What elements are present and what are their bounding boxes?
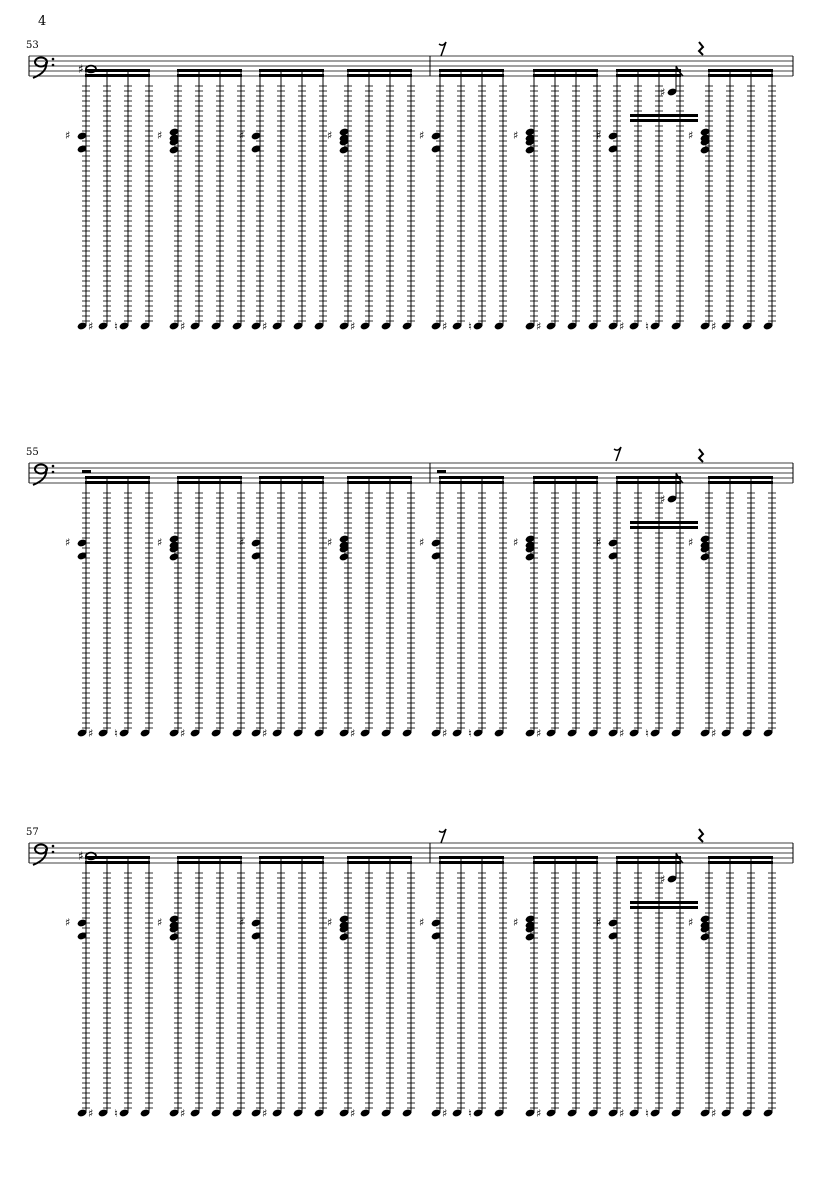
beam bbox=[708, 74, 773, 77]
beam bbox=[439, 476, 504, 479]
sharp-accidental: ♯ bbox=[180, 1107, 186, 1120]
half-rest bbox=[82, 470, 91, 473]
beam bbox=[259, 74, 324, 77]
beam bbox=[708, 69, 773, 72]
beam bbox=[85, 856, 150, 859]
sharp-accidental: ♯ bbox=[262, 320, 268, 333]
sharp-accidental: ♯ bbox=[327, 129, 333, 142]
beam bbox=[616, 476, 681, 479]
sharp-accidental: ♯ bbox=[596, 536, 602, 549]
beam bbox=[85, 69, 150, 72]
system-3 bbox=[29, 829, 793, 1120]
natural-accidental: ♮ bbox=[468, 320, 472, 333]
bass-clef-dot bbox=[52, 465, 55, 468]
beam bbox=[533, 69, 598, 72]
beam bbox=[533, 861, 598, 864]
beam bbox=[708, 476, 773, 479]
beam bbox=[259, 69, 324, 72]
natural-accidental: ♮ bbox=[645, 727, 649, 740]
beam bbox=[85, 481, 150, 484]
beam bbox=[259, 861, 324, 864]
sharp-accidental: ♯ bbox=[350, 727, 356, 740]
beam bbox=[177, 481, 242, 484]
beam bbox=[177, 476, 242, 479]
measure-number: 55 bbox=[26, 447, 39, 458]
sharp-accidental: ♯ bbox=[262, 727, 268, 740]
natural-accidental: ♮ bbox=[114, 727, 118, 740]
beam bbox=[630, 526, 698, 529]
system-2 bbox=[29, 447, 793, 740]
beam bbox=[347, 481, 412, 484]
measure-number: 53 bbox=[26, 40, 39, 51]
sharp-accidental: ♯ bbox=[442, 727, 448, 740]
beam bbox=[533, 481, 598, 484]
sharp-accidental: ♯ bbox=[180, 320, 186, 333]
sharp-accidental: ♯ bbox=[350, 1107, 356, 1120]
sharp-accidental: ♯ bbox=[536, 1107, 542, 1120]
beam bbox=[630, 114, 698, 117]
beam bbox=[630, 521, 698, 524]
natural-accidental: ♮ bbox=[114, 1107, 118, 1120]
sharp-accidental: ♯ bbox=[78, 62, 84, 76]
bass-clef-dot bbox=[52, 471, 55, 474]
natural-accidental: ♮ bbox=[468, 727, 472, 740]
sharp-accidental: ♯ bbox=[239, 536, 245, 549]
system-1 bbox=[29, 42, 793, 333]
bass-clef-dot bbox=[52, 64, 55, 67]
eighth-rest bbox=[614, 447, 621, 461]
sharp-accidental: ♯ bbox=[65, 536, 71, 549]
sharp-accidental: ♯ bbox=[65, 916, 71, 929]
beam bbox=[259, 481, 324, 484]
bass-clef-dot bbox=[52, 851, 55, 854]
page-number: 4 bbox=[38, 14, 47, 29]
natural-accidental: ♮ bbox=[468, 1107, 472, 1120]
sharp-accidental: ♯ bbox=[262, 1107, 268, 1120]
sharp-accidental: ♯ bbox=[596, 129, 602, 142]
measure-number: 57 bbox=[26, 827, 39, 838]
beam bbox=[177, 861, 242, 864]
sharp-accidental: ♯ bbox=[419, 536, 425, 549]
sharp-accidental: ♯ bbox=[350, 320, 356, 333]
beam bbox=[616, 74, 681, 77]
beam bbox=[439, 74, 504, 77]
sharp-accidental: ♯ bbox=[536, 320, 542, 333]
beam bbox=[85, 861, 150, 864]
sharp-accidental: ♯ bbox=[711, 1107, 717, 1120]
beam bbox=[533, 74, 598, 77]
sharp-accidental: ♯ bbox=[619, 1107, 625, 1120]
beam bbox=[708, 481, 773, 484]
sharp-accidental: ♯ bbox=[180, 727, 186, 740]
natural-accidental: ♮ bbox=[645, 1107, 649, 1120]
sharp-accidental: ♯ bbox=[660, 86, 666, 99]
sharp-accidental: ♯ bbox=[711, 320, 717, 333]
natural-accidental: ♮ bbox=[114, 320, 118, 333]
sharp-accidental: ♯ bbox=[513, 536, 519, 549]
sharp-accidental: ♯ bbox=[88, 320, 94, 333]
sharp-accidental: ♯ bbox=[442, 320, 448, 333]
sharp-accidental: ♯ bbox=[157, 129, 163, 142]
beam bbox=[177, 856, 242, 859]
sharp-accidental: ♯ bbox=[513, 916, 519, 929]
bass-clef-dot bbox=[52, 58, 55, 61]
sharp-accidental: ♯ bbox=[157, 916, 163, 929]
beam bbox=[439, 481, 504, 484]
beam bbox=[616, 861, 681, 864]
beam bbox=[439, 69, 504, 72]
beam bbox=[439, 861, 504, 864]
sharp-accidental: ♯ bbox=[78, 849, 84, 863]
sharp-accidental: ♯ bbox=[327, 536, 333, 549]
sharp-accidental: ♯ bbox=[619, 727, 625, 740]
beam bbox=[616, 69, 681, 72]
sharp-accidental: ♯ bbox=[688, 536, 694, 549]
sharp-accidental: ♯ bbox=[88, 727, 94, 740]
beam bbox=[85, 74, 150, 77]
sharp-accidental: ♯ bbox=[327, 916, 333, 929]
bass-clef-dot bbox=[52, 845, 55, 848]
sharp-accidental: ♯ bbox=[442, 1107, 448, 1120]
beam bbox=[259, 476, 324, 479]
beam bbox=[85, 476, 150, 479]
beam bbox=[439, 856, 504, 859]
beam bbox=[616, 481, 681, 484]
beam bbox=[630, 119, 698, 122]
sharp-accidental: ♯ bbox=[513, 129, 519, 142]
natural-accidental: ♮ bbox=[645, 320, 649, 333]
sharp-accidental: ♯ bbox=[711, 727, 717, 740]
beam bbox=[347, 861, 412, 864]
sharp-accidental: ♯ bbox=[88, 1107, 94, 1120]
beam bbox=[347, 69, 412, 72]
sharp-accidental: ♯ bbox=[65, 129, 71, 142]
beam bbox=[347, 74, 412, 77]
quarter-rest bbox=[699, 449, 703, 462]
sharp-accidental: ♯ bbox=[688, 129, 694, 142]
sharp-accidental: ♯ bbox=[536, 727, 542, 740]
sharp-accidental: ♯ bbox=[419, 916, 425, 929]
sharp-accidental: ♯ bbox=[596, 916, 602, 929]
sharp-accidental: ♯ bbox=[660, 493, 666, 506]
sharp-accidental: ♯ bbox=[157, 536, 163, 549]
sharp-accidental: ♯ bbox=[239, 916, 245, 929]
sharp-accidental: ♯ bbox=[419, 129, 425, 142]
beam bbox=[616, 856, 681, 859]
beam bbox=[177, 69, 242, 72]
eighth-rest bbox=[439, 42, 446, 56]
quarter-rest bbox=[699, 42, 703, 55]
beam bbox=[533, 476, 598, 479]
beam bbox=[347, 476, 412, 479]
sharp-accidental: ♯ bbox=[619, 320, 625, 333]
eighth-rest bbox=[439, 829, 446, 843]
beam bbox=[347, 856, 412, 859]
beam bbox=[177, 74, 242, 77]
quarter-rest bbox=[699, 829, 703, 842]
sharp-accidental: ♯ bbox=[239, 129, 245, 142]
beam bbox=[259, 856, 324, 859]
half-rest bbox=[437, 470, 446, 473]
beam bbox=[533, 856, 598, 859]
